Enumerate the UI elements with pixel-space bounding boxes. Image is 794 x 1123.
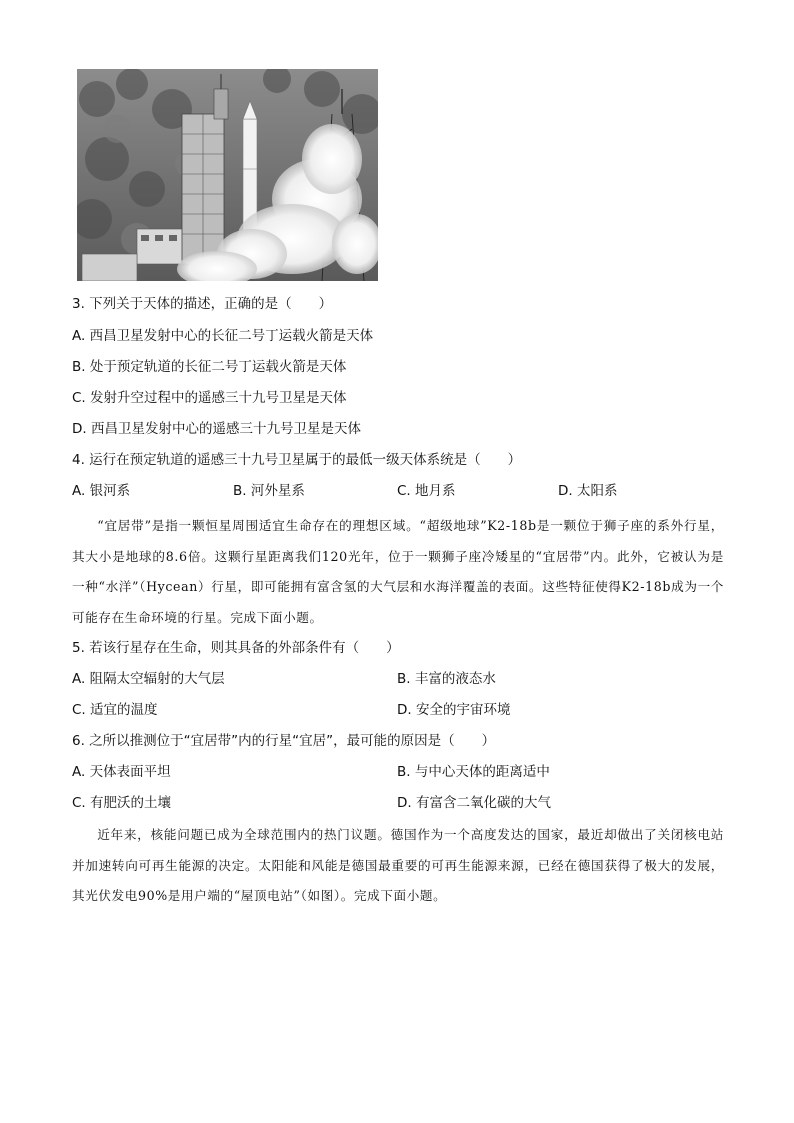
question-3-option-d: D. 西昌卫星发射中心的遥感三十九号卫星是天体 — [72, 421, 361, 437]
question-6-option-d: D. 有富含二氧化碳的大气 — [397, 795, 551, 811]
rocket-launch-photo — [77, 69, 378, 281]
rocket-launch-illustration — [77, 69, 378, 281]
question-4-stem: 4. 运行在预定轨道的遥感三十九号卫星属于的最低一级天体系统是（ ） — [72, 452, 522, 468]
passage-habitable-zone-text: “宜居带”是指一颗恒星周围适宜生命存在的理想区域。“超级地球”K2-18b是一颗位于狮子座的系外行星，其大小是地球的8.6倍。这颗行星距离我们120光年，位于一颗狮子座冷矮星的“宜居带”内。此外，它被认为是一种“水洋”（Hycean）行星，即可能拥有富含氢的大气层和水海洋覆盖的表面。这些特征使得K2-18b成为一个可能存在生命环境的行星。完成下面小题。 — [72, 518, 724, 625]
question-6-option-b: B. 与中心天体的距离适中 — [397, 764, 550, 780]
question-4-option-c: C. 地月系 — [397, 483, 456, 499]
question-4-option-d: D. 太阳系 — [558, 483, 618, 499]
passage-germany-energy — [72, 820, 724, 912]
passage-germany-energy-text: 近年来，核能问题已成为全球范围内的热门议题。德国作为一个高度发达的国家，最近却做出了关闭核电站并加速转向可再生能源的决定。太阳能和风能是德国最重要的可再生能源来源，已经在德国获得了极大的发展，其光伏发电90%是用户端的“屋顶电站”（如图）。完成下面小题。 — [72, 827, 724, 903]
passage-habitable-zone — [72, 511, 724, 633]
question-4-option-a: A. 银河系 — [72, 483, 131, 499]
question-5-stem: 5. 若该行星存在生命，则其具备的外部条件有（ ） — [72, 640, 400, 656]
question-4-option-b: B. 河外星系 — [233, 483, 305, 499]
question-6-option-c: C. 有肥沃的土壤 — [72, 795, 172, 811]
question-5-option-a: A. 阻隔太空辐射的大气层 — [72, 671, 225, 687]
question-5-option-d: D. 安全的宇宙环境 — [397, 702, 511, 718]
question-3-stem: 3. 下列关于天体的描述，正确的是（ ） — [72, 296, 333, 312]
question-6-stem: 6. 之所以推测位于“宜居带”内的行星“宜居”，最可能的原因是（ ） — [72, 733, 496, 749]
question-5-option-b: B. 丰富的液态水 — [397, 671, 496, 687]
question-5-option-c: C. 适宜的温度 — [72, 702, 158, 718]
question-3-option-c: C. 发射升空过程中的遥感三十九号卫星是天体 — [72, 390, 347, 406]
question-3-option-a: A. 西昌卫星发射中心的长征二号丁运载火箭是天体 — [72, 328, 374, 344]
question-3-option-b: B. 处于预定轨道的长征二号丁运载火箭是天体 — [72, 359, 347, 375]
question-6-option-a: A. 天体表面平坦 — [72, 764, 171, 780]
